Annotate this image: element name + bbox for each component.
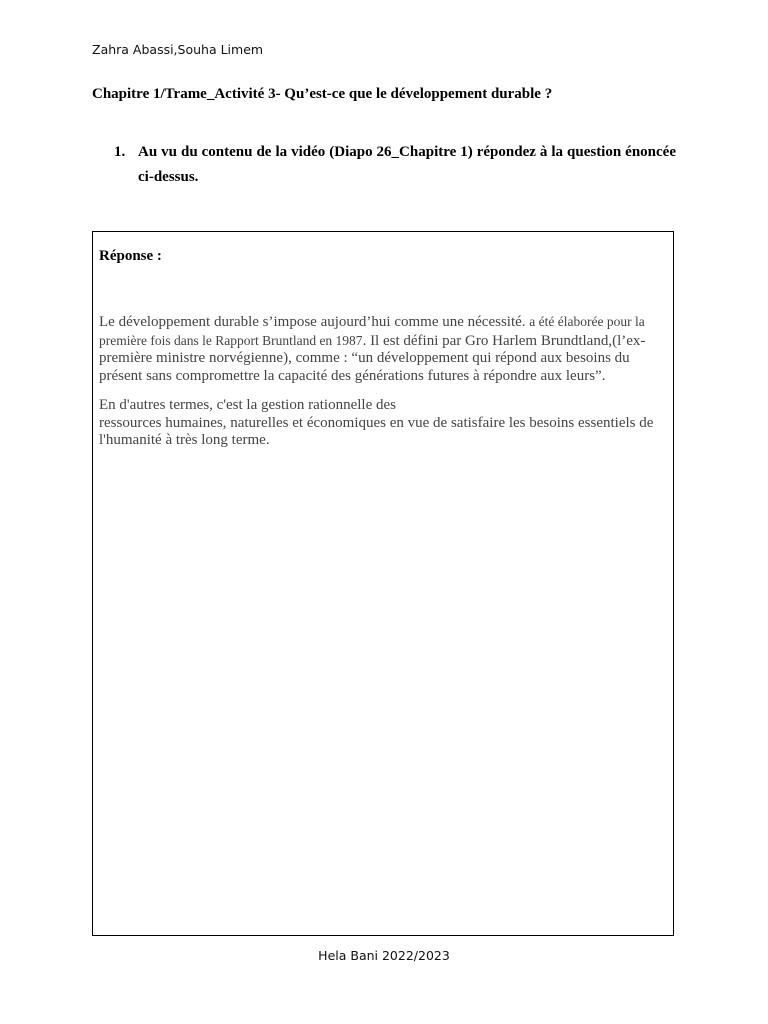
answer-p2-line1: En d'autres termes, c'est la gestion rationnelle des bbox=[99, 397, 396, 413]
footer: Hela Bani 2022/2023 bbox=[318, 948, 450, 963]
answer-p1-part3: . Il est défini par Gro Harlem Brundtland,(l’ex-première ministre norvégienne), comme : “un développement qui répond aux besoins du présent sans compromettre la capacité des générations futures à répondre aux leurs”. bbox=[99, 332, 646, 384]
question-number: 1. bbox=[114, 144, 126, 160]
answer-p1-part1: Le développement durable s’impose aujourd’hui comme une nécessité. bbox=[99, 314, 530, 330]
question-text: Au vu du contenu de la vidéo (Diapo 26_Chapitre 1) répondez à la question énoncée ci-dessus. bbox=[138, 144, 676, 185]
answer-body bbox=[99, 313, 667, 462]
document-title: Chapitre 1/Trame_Activité 3- Qu’est-ce que le développement durable ? bbox=[92, 86, 553, 102]
answer-p2-line2: ressources humaines, naturelles et économiques en vue de satisfaire les besoins essentiels de l'humanité à très long terme. bbox=[99, 414, 654, 448]
question-item bbox=[114, 140, 676, 190]
answer-paragraph-1 bbox=[99, 313, 667, 385]
header-authors: Zahra Abassi,Souha Limem bbox=[92, 42, 264, 57]
answer-label: Réponse : bbox=[99, 248, 162, 264]
answer-paragraph-2 bbox=[99, 397, 667, 450]
answer-p1-part2: a été élaborée pour la première fois dans le Rapport Bruntland en 1987 bbox=[99, 314, 645, 348]
answer-box bbox=[92, 231, 674, 936]
